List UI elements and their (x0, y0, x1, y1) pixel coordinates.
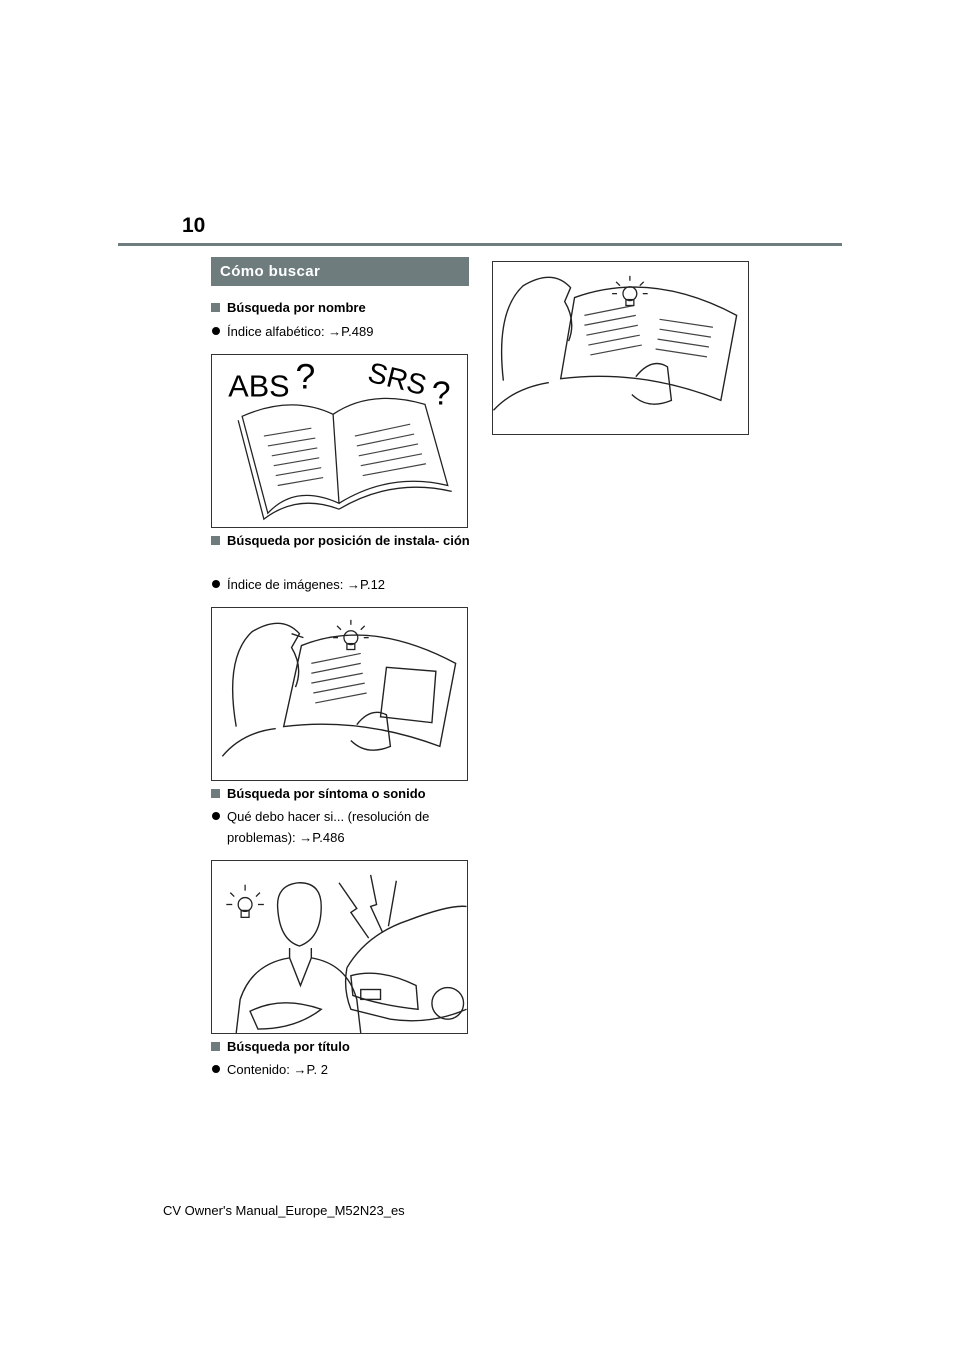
square-bullet-icon (211, 303, 220, 312)
reader-with-contents-image (493, 262, 748, 434)
srs-label: SRS (364, 356, 430, 403)
abs-label: ABS (228, 369, 290, 404)
footer-manual-id: CV Owner's Manual_Europe_M52N23_es (163, 1203, 405, 1218)
svg-text:?: ? (431, 375, 451, 413)
page-number: 10 (182, 214, 206, 237)
bullet-dot-icon (212, 580, 220, 588)
contents-illustration (492, 261, 749, 435)
open-book-image (212, 355, 467, 527)
bullet-dot-icon (212, 812, 220, 820)
svg-text:?: ? (295, 356, 316, 397)
bullet-dot-icon (212, 327, 220, 335)
man-and-car-image (212, 861, 467, 1033)
bullet-dot-icon (212, 1065, 220, 1073)
heading-search-by-location: Búsqueda por posición de instala- ción (211, 530, 473, 551)
square-bullet-icon (211, 789, 220, 798)
lightbulb-icon (226, 885, 264, 918)
reader-with-book-image (212, 608, 467, 780)
bullet-picture-index: Índice de imágenes: →P.12 (211, 574, 473, 595)
header-rule (118, 243, 842, 246)
book-index-illustration (211, 354, 468, 528)
troubleshooting-illustration (211, 860, 468, 1034)
square-bullet-icon (211, 1042, 220, 1051)
section-title: Cómo buscar (220, 263, 321, 280)
bullet-contents: Contenido: →P. 2 (211, 1059, 473, 1080)
square-bullet-icon (211, 536, 220, 545)
lightbulb-icon (612, 276, 648, 306)
section-header (211, 257, 469, 286)
heading-search-by-title: Búsqueda por título (211, 1036, 473, 1057)
bullet-alphabetical-index: Índice alfabético: →P.489 (211, 321, 473, 342)
heading-search-by-symptom: Búsqueda por síntoma o sonido (211, 783, 473, 804)
heading-search-by-name: Búsqueda por nombre (211, 297, 473, 318)
bullet-troubleshooting: Qué debo hacer si... (resolución de problemas): →P.486 (211, 806, 473, 848)
picture-index-illustration (211, 607, 468, 781)
